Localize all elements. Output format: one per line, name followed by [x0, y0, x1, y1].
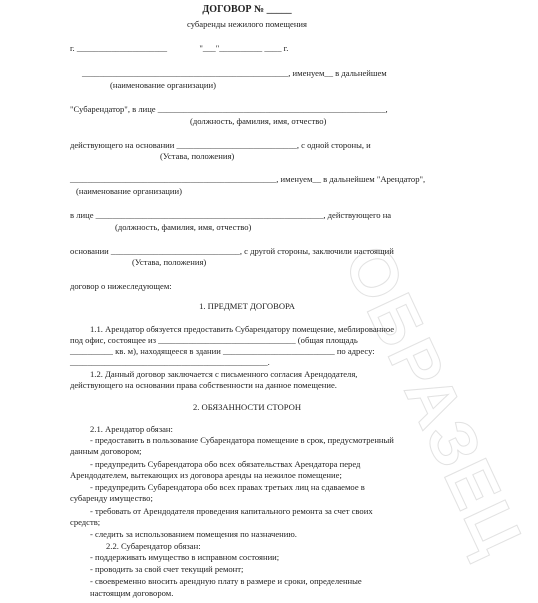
- clause-2-2-a: - поддерживать имущество в исправном состоянии;: [90, 552, 280, 562]
- clause-1-1-line2: под офис, состоящее из ________________________________ (общая площадь: [70, 335, 358, 345]
- party2-rep-line: в лице _____________________________________________________, действующего на: [70, 210, 392, 220]
- clause-1-2-line1: 1.2. Данный договор заключается с письменного согласия Арендодателя,: [90, 369, 358, 379]
- doc-subtitle: субаренды нежилого помещения: [187, 19, 307, 29]
- clause-2-1-a: - предоставить в пользование Субарендатора помещение в срок, предусмотренный: [90, 435, 394, 445]
- clause-2-1-c: - предупредить Субарендатора обо всех правах третьих лиц на сдаваемое в: [90, 482, 365, 492]
- section2-title: 2. ОБЯЗАННОСТИ СТОРОН: [192, 402, 302, 412]
- clause-2-2-c2: настоящим договором.: [90, 588, 174, 598]
- party2-basis-line: основании ______________________________, с другой стороны, заключили настоящий: [70, 246, 394, 256]
- clause-2-1: 2.1. Арендатор обязан:: [90, 424, 173, 434]
- clause-1-1-line3: __________ кв. м), находящееся в здании __________________________ по адресу:: [70, 346, 375, 356]
- party2-rep-caption: (должность, фамилия, имя, отчество): [115, 222, 252, 232]
- party2-name-line: ________________________________________________, именуем__ в дальнейшем "Арендатор",: [70, 174, 426, 184]
- clause-2-1-d: - требовать от Арендодателя проведения капитального ремонта за счет своих: [90, 506, 373, 516]
- clause-1-1-line1: 1.1. Арендатор обязуется предоставить Субарендатору помещение, меблированное: [90, 324, 395, 334]
- party1-rep-caption: (должность, фамилия, имя, отчество): [190, 116, 327, 126]
- party2-basis-caption: (Устава, положения): [132, 257, 207, 267]
- party1-name-caption: (наименование организации): [110, 80, 216, 90]
- clause-2-1-b: - предупредить Субарендатора обо всех обязательствах Арендатора перед: [90, 459, 361, 469]
- party1-basis-line: действующего на основании ____________________________, с одной стороны, и: [70, 140, 371, 150]
- clause-2-1-b2: Арендодателем, вытекающих из договора аренды на нежилое помещение;: [70, 470, 342, 480]
- clause-2-2: 2.2. Субарендатор обязан:: [106, 541, 201, 551]
- place-date-line: г. _____________________ "___"__________ ____ г.: [70, 43, 289, 53]
- doc-title: ДОГОВОР № _____: [202, 4, 292, 15]
- party1-basis-caption: (Устава, положения): [160, 151, 235, 161]
- party2-name-caption: (наименование организации): [76, 186, 182, 196]
- clause-2-1-c2: субаренду имущество;: [70, 493, 153, 503]
- preamble-end: договор о нижеследующем:: [70, 281, 172, 291]
- clause-2-1-a2: данным договором;: [70, 446, 142, 456]
- party1-rep-line: "Субарендатор", в лице _____________________________________________________,: [70, 104, 388, 114]
- party1-name-line: ________________________________________________, именуем__ в дальнейшем: [82, 68, 387, 78]
- section1-title: 1. ПРЕДМЕТ ДОГОВОРА: [199, 301, 295, 311]
- clause-1-2-line2: действующего на основании права собственности на данное помещение.: [70, 380, 337, 390]
- clause-2-2-b: - проводить за свой счет текущий ремонт;: [90, 564, 244, 574]
- clause-2-2-c: - своевременно вносить арендную плату в размере и сроки, определенные: [90, 576, 362, 586]
- clause-1-1-line4: ______________________________________________.: [70, 357, 270, 367]
- sample-watermark: ОБРАЗЕЦ: [330, 234, 538, 567]
- clause-2-1-e: - следить за использованием помещения по назначению.: [90, 529, 297, 539]
- clause-2-1-d2: средств;: [70, 517, 101, 527]
